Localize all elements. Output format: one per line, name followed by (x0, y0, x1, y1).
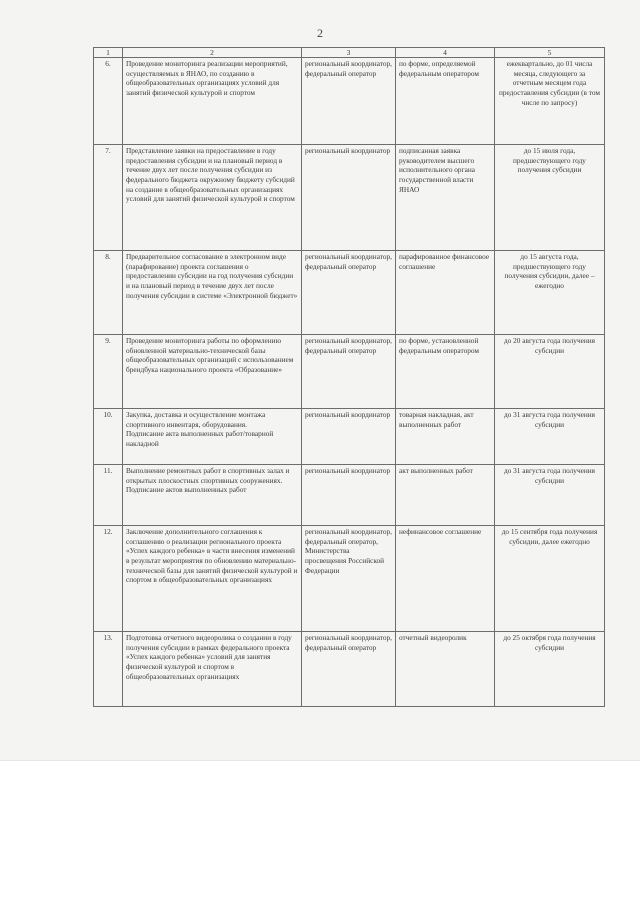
row-result-form: нефинансовое соглашение (396, 526, 495, 632)
row-result-form: по форме, определяемой федеральным оператором (396, 58, 495, 145)
row-number: 13. (94, 632, 123, 707)
row-result-form: подписанная заявка руководителем высшего исполнительного органа государственной власти ЯНАО (396, 145, 495, 251)
row-action: Проведение мониторинга реализации мероприятий, осуществляемых в ЯНАО, по созданию в общеобразовательных организациях условий для занятий физической культурой и спортом (123, 58, 302, 145)
column-number-3: 3 (302, 48, 396, 58)
table-row (94, 465, 605, 526)
table-row (94, 58, 605, 145)
row-deadline: до 31 августа года получения субсидии (495, 465, 605, 526)
row-number: 11. (94, 465, 123, 526)
column-number-1: 1 (94, 48, 123, 58)
row-result-form: парафированное финансовое соглашение (396, 251, 495, 335)
row-action: Проведение мониторинга работы по оформлению обновленной материально-технической базы общеобразовательных организаций с использованием брендбука национального проекта «Образование» (123, 335, 302, 409)
row-action: Подготовка отчетного видеоролика о создании в году получения субсидии в рамках федерального проекта «Успех каждого ребенка» условий для занятия физической культурой и спортом в общеобразовательных организациях (123, 632, 302, 707)
row-result-form: отчетный видеоролик (396, 632, 495, 707)
table-row (94, 632, 605, 707)
plan-table (93, 47, 605, 707)
row-result-form: товарная накладная, акт выполненных работ (396, 409, 495, 465)
table-header-row (94, 48, 605, 58)
row-executor: региональный координатор, федеральный оператор (302, 251, 396, 335)
row-deadline: до 31 августа года получения субсидии (495, 409, 605, 465)
row-executor: региональный координатор (302, 145, 396, 251)
row-executor: региональный координатор, федеральный оператор (302, 335, 396, 409)
table-row (94, 409, 605, 465)
row-deadline: ежеквартально, до 01 числа месяца, следующего за отчетным месяцем года предоставления субсидии (в том числе по запросу) (495, 58, 605, 145)
row-deadline: до 15 июля года, предшествующего году получения субсидии (495, 145, 605, 251)
row-executor: региональный координатор, федеральный оператор, Министерства просвещения Российской Федерации (302, 526, 396, 632)
column-number-2: 2 (123, 48, 302, 58)
row-number: 6. (94, 58, 123, 145)
column-number-4: 4 (396, 48, 495, 58)
row-action: Предварительное согласование в электронном виде (парафирование) проекта соглашения о предоставлении субсидии на год получения субсидии и на плановый период в течение двух лет после получения субсидии в системе «Электронной бюджет» (123, 251, 302, 335)
row-action: Представление заявки на предоставление в году предоставления субсидии и на плановый период в течение двух лет после получения субсидии из федерального бюджета окружному бюджету субсидий на создание в общеобразовательных организациях условий для занятий физической культурой и спортом (123, 145, 302, 251)
row-result-form: акт выполненных работ (396, 465, 495, 526)
row-executor: региональный координатор (302, 409, 396, 465)
row-action: Выполнение ремонтных работ в спортивных залах и открытых плоскостных спортивных сооружениях. Подписание актов выполненных работ (123, 465, 302, 526)
row-number: 9. (94, 335, 123, 409)
table-row (94, 335, 605, 409)
row-number: 12. (94, 526, 123, 632)
table-row (94, 145, 605, 251)
row-action: Заключение дополнительного соглашения к соглашению о реализации регионального проекта «Успех каждого ребенка» в части внесения изменений в результат мероприятия по обновлению материально-технической базы для занятий физической культурой и спортом в общеобразовательных организациях (123, 526, 302, 632)
row-action: Закупка, доставка и осуществление монтажа спортивного инвентаря, оборудования. Подписание акта выполненных работ/товарной накладной (123, 409, 302, 465)
row-executor: региональный координатор (302, 465, 396, 526)
row-deadline: до 20 августа года получения субсидии (495, 335, 605, 409)
row-deadline: до 15 сентября года получения субсидии, далее ежегодно (495, 526, 605, 632)
row-executor: региональный координатор, федеральный оператор (302, 58, 396, 145)
page-number: 2 (317, 26, 323, 40)
column-number-5: 5 (495, 48, 605, 58)
row-result-form: по форме, установленной федеральным оператором (396, 335, 495, 409)
row-deadline: до 25 октября года получения субсидии (495, 632, 605, 707)
table-row (94, 526, 605, 632)
table-row (94, 251, 605, 335)
row-number: 8. (94, 251, 123, 335)
row-executor: региональный координатор, федеральный оператор (302, 632, 396, 707)
row-number: 7. (94, 145, 123, 251)
row-number: 10. (94, 409, 123, 465)
row-deadline: до 15 августа года, предшествующего году получения субсидии, далее – ежегодно (495, 251, 605, 335)
